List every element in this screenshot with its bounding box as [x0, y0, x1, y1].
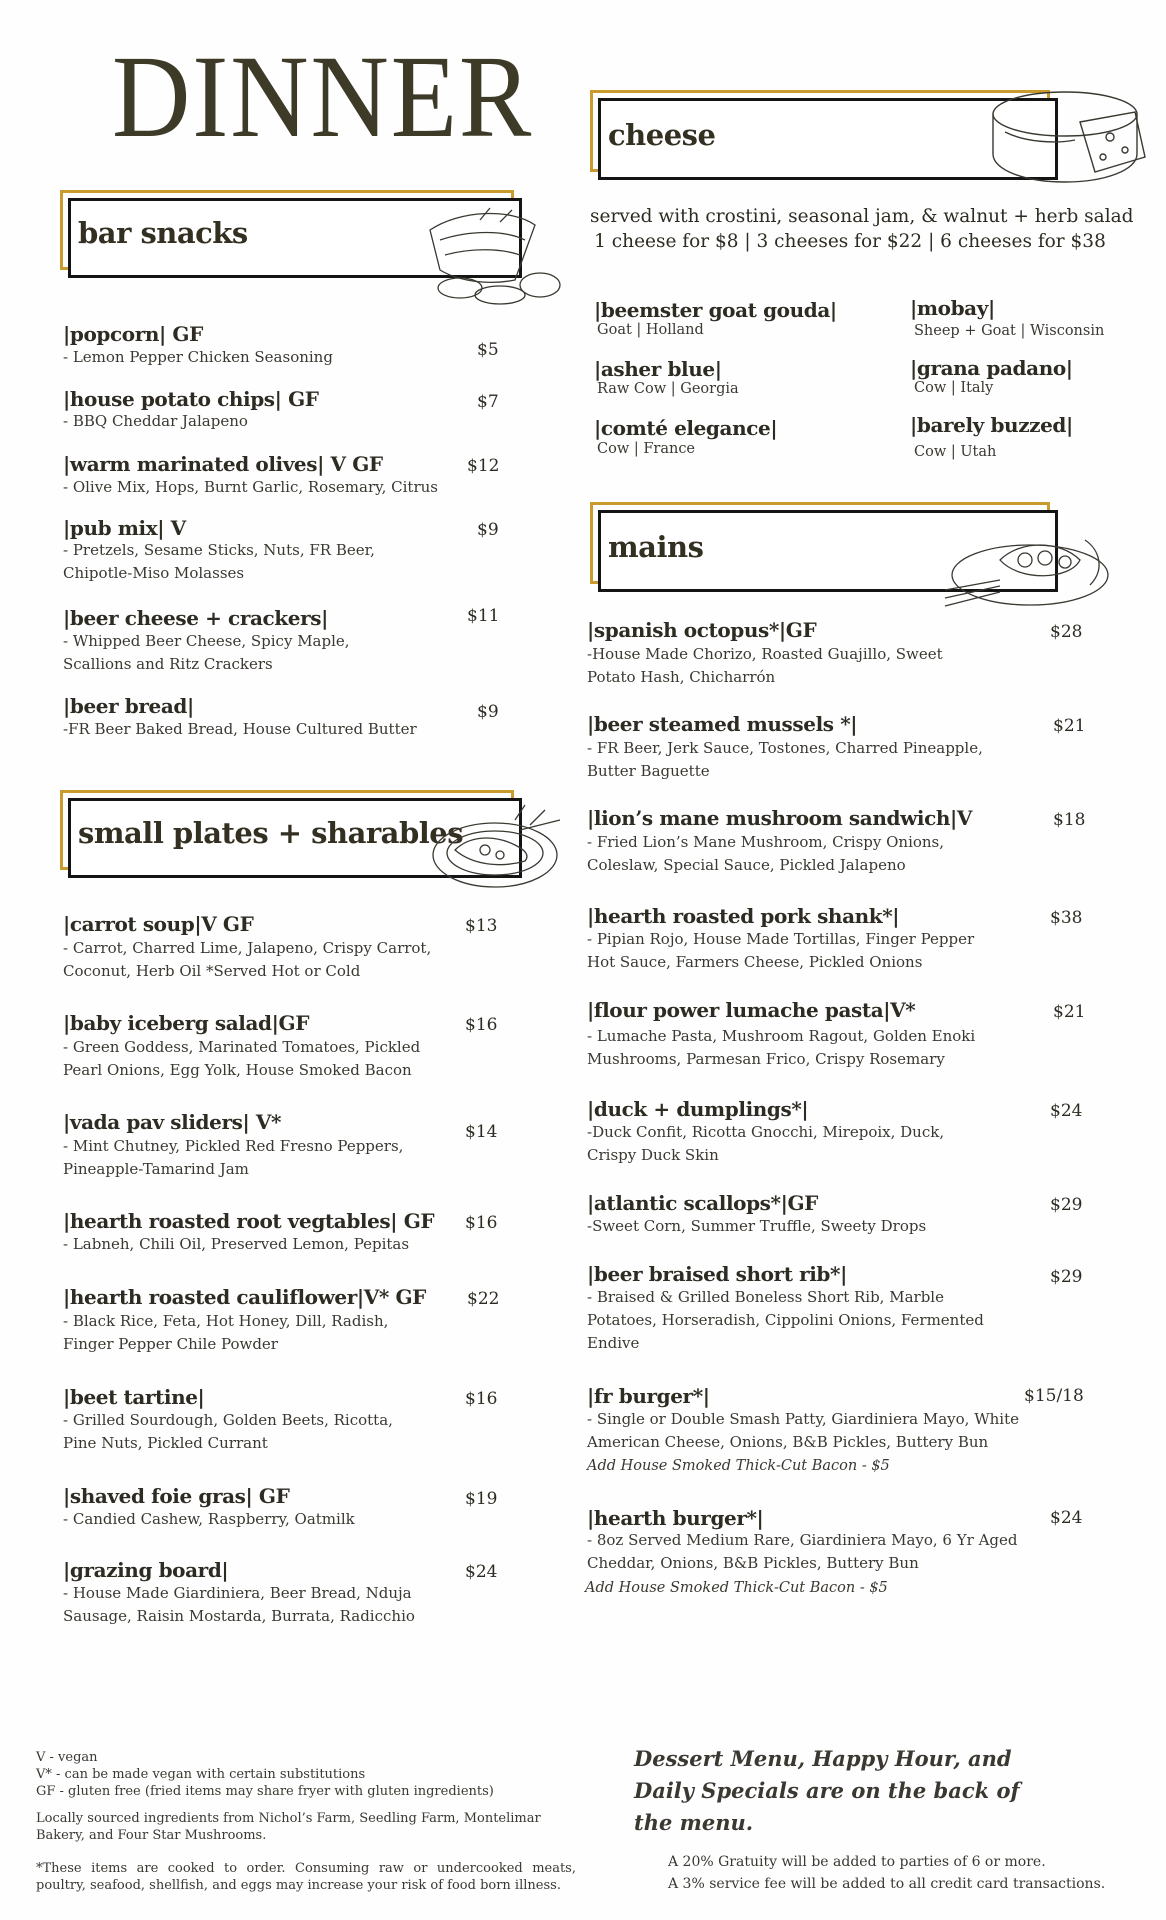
- menu-item-desc: - Whipped Beer Cheese, Spicy Maple, Scallions and Ritz Crackers: [63, 632, 350, 673]
- footer-warning: *These items are cooked to order. Consuming raw or undercooked meats, poultry, seafood, shellfish, and eggs may increase your risk of food born illness.: [36, 1861, 576, 1893]
- menu-item-name: |vada pav sliders| V*: [63, 1110, 282, 1134]
- menu-item-desc: -Sweet Corn, Summer Truffle, Sweety Drops: [587, 1217, 927, 1235]
- menu-item-price: $24: [465, 1562, 498, 1582]
- cheese-source: Goat | Holland: [597, 322, 704, 338]
- menu-item-desc: - 8oz Served Medium Rare, Giardiniera Mayo, 6 Yr Aged Cheddar, Onions, B&B Pickles, Buttery Bun: [587, 1531, 1018, 1572]
- page-title: DINNER: [112, 31, 534, 162]
- menu-item-desc: - Labneh, Chili Oil, Preserved Lemon, Pepitas: [63, 1235, 410, 1253]
- menu-item-desc: - FR Beer, Jerk Sauce, Tostones, Charred Pineapple, Butter Baguette: [587, 739, 983, 780]
- cheese-name: |asher blue|: [594, 357, 722, 381]
- legend-gluten-free: GF - gluten free (fried items may share fryer with gluten ingredients): [36, 1784, 494, 1799]
- menu-item-price: $5: [477, 340, 499, 360]
- menu-item-desc: - Pipian Rojo, House Made Tortillas, Finger Pepper Hot Sauce, Farmers Cheese, Pickled Onions: [587, 930, 975, 971]
- menu-item-price: $15/18: [1024, 1386, 1084, 1406]
- footer-gratuity: A 20% Gratuity will be added to parties of 6 or more.: [668, 1854, 1046, 1870]
- cheese-name: |mobay|: [910, 296, 995, 320]
- menu-item-desc: - Mint Chutney, Pickled Red Fresno Peppers, Pineapple-Tamarind Jam: [63, 1137, 404, 1178]
- cheese-name: |comté elegance|: [594, 416, 778, 440]
- legend-vegan: V - vegan: [36, 1750, 98, 1765]
- cheese-source: Cow | France: [597, 441, 696, 457]
- menu-item-desc: - Fried Lion’s Mane Mushroom, Crispy Onions, Coleslaw, Special Sauce, Pickled Jalapeno: [587, 833, 945, 874]
- menu-item-price: $24: [1050, 1508, 1083, 1528]
- menu-item-desc: - Carrot, Charred Lime, Jalapeno, Crispy Carrot, Coconut, Herb Oil *Served Hot or Cold: [63, 939, 432, 980]
- menu-item-desc: - Candied Cashew, Raspberry, Oatmilk: [63, 1510, 355, 1528]
- menu-item-name: |beer bread|: [63, 694, 194, 718]
- menu-item-price: $13: [465, 916, 498, 936]
- menu-item-name: |carrot soup|V GF: [63, 912, 254, 936]
- menu-item-name: |warm marinated olives| V GF: [63, 452, 383, 476]
- menu-item-price: $29: [1050, 1267, 1083, 1287]
- menu-item-price: $19: [465, 1489, 498, 1509]
- menu-item-name: |fr burger*|: [587, 1384, 710, 1408]
- menu-item-price: $7: [477, 392, 499, 412]
- menu-item-price: $29: [1050, 1195, 1083, 1215]
- menu-item-price: $16: [465, 1389, 498, 1409]
- menu-item-name: |pub mix| V: [63, 516, 186, 540]
- menu-item-price: $21: [1053, 716, 1086, 736]
- menu-item-desc: - Olive Mix, Hops, Burnt Garlic, Rosemary, Citrus: [63, 478, 438, 496]
- menu-item-desc: - House Made Giardiniera, Beer Bread, Nduja Sausage, Raisin Mostarda, Burrata, Radicchio: [63, 1584, 415, 1625]
- menu-item-price: $16: [465, 1015, 498, 1035]
- menu-item-name: |house potato chips| GF: [63, 387, 319, 411]
- menu-item-desc: -FR Beer Baked Bread, House Cultured Butter: [63, 720, 417, 738]
- menu-item-price: $9: [477, 702, 499, 722]
- menu-item-name: |beet tartine|: [63, 1385, 205, 1409]
- menu-item-desc: - Single or Double Smash Patty, Giardiniera Mayo, White American Cheese, Onions, B&B Pickles, Buttery Bun: [587, 1410, 1019, 1451]
- section-title-mains: mains: [608, 530, 704, 564]
- footer-sourcing: Locally sourced ingredients from Nichol’s Farm, Seedling Farm, Montelimar Bakery, and Four Star Mushrooms.: [36, 1811, 541, 1843]
- menu-item-desc: - Pretzels, Sesame Sticks, Nuts, FR Beer, Chipotle-Miso Molasses: [63, 541, 375, 582]
- menu-item-name: |hearth roasted cauliflower|V* GF: [63, 1285, 426, 1309]
- menu-item-price: $14: [465, 1122, 498, 1142]
- cheese-source: Cow | Utah: [914, 444, 997, 460]
- cheese-source: Cow | Italy: [914, 380, 994, 396]
- cheese-name: |barely buzzed|: [910, 413, 1073, 437]
- menu-item-name: |baby iceberg salad|GF: [63, 1011, 309, 1035]
- cheese-source: Sheep + Goat | Wisconsin: [914, 323, 1105, 339]
- menu-item-price: $24: [1050, 1101, 1083, 1121]
- menu-item-price: $12: [467, 456, 500, 476]
- menu-item-name: |popcorn| GF: [63, 322, 203, 346]
- menu-item-name: |shaved foie gras| GF: [63, 1484, 290, 1508]
- plate-food-illustration: [425, 795, 575, 895]
- menu-item-price: $9: [477, 520, 499, 540]
- menu-item-name: |duck + dumplings*|: [587, 1097, 809, 1121]
- menu-item-desc: - Black Rice, Feta, Hot Honey, Dill, Radish, Finger Pepper Chile Powder: [63, 1312, 389, 1353]
- menu-item-desc: - Green Goddess, Marinated Tomatoes, Pickled Pearl Onions, Egg Yolk, House Smoked Bacon: [63, 1038, 421, 1079]
- cheese-name: |grana padano|: [910, 356, 1073, 380]
- menu-item-name: |beer cheese + crackers|: [63, 606, 328, 630]
- menu-item-addon: Add House Smoked Thick-Cut Bacon - $5: [585, 1580, 888, 1596]
- legend-vegan-sub: V* - can be made vegan with certain substitutions: [36, 1767, 366, 1782]
- dessert-notice: Dessert Menu, Happy Hour, and Daily Specials are on the back of the menu.: [634, 1746, 1020, 1835]
- chips-bag-illustration: [420, 200, 570, 310]
- menu-item-price: $16: [465, 1213, 498, 1233]
- menu-item-name: |beer braised short rib*|: [587, 1262, 847, 1286]
- menu-item-price: $18: [1053, 810, 1086, 830]
- section-title-cheese: cheese: [608, 118, 716, 152]
- cheese-source: Raw Cow | Georgia: [597, 381, 739, 397]
- menu-item-desc: - Grilled Sourdough, Golden Beets, Ricotta, Pine Nuts, Pickled Currant: [63, 1411, 393, 1452]
- menu-item-desc: -Duck Confit, Ricotta Gnocchi, Mirepoix, Duck, Crispy Duck Skin: [587, 1123, 945, 1164]
- menu-item-name: |flour power lumache pasta|V*: [587, 998, 916, 1022]
- menu-item-name: |atlantic scallops*|GF: [587, 1191, 818, 1215]
- menu-item-desc: - Braised & Grilled Boneless Short Rib, Marble Potatoes, Horseradish, Cippolini Onions, Fermented Endive: [587, 1288, 984, 1352]
- menu-item-name: |hearth burger*|: [587, 1506, 764, 1530]
- menu-item-desc: -House Made Chorizo, Roasted Guajillo, Sweet Potato Hash, Chicharrón: [587, 645, 943, 686]
- footer-legend: [36, 1749, 556, 1800]
- menu-item-name: |hearth roasted pork shank*|: [587, 904, 900, 928]
- menu-item-price: $21: [1053, 1002, 1086, 1022]
- menu-item-name: |grazing board|: [63, 1558, 229, 1582]
- menu-item-addon: Add House Smoked Thick-Cut Bacon - $5: [587, 1458, 890, 1474]
- menu-item-name: |spanish octopus*|GF: [587, 618, 817, 642]
- menu-item-desc: - BBQ Cheddar Jalapeno: [63, 412, 248, 430]
- menu-item-price: $11: [467, 606, 500, 626]
- cheese-wheel-illustration: [985, 82, 1155, 192]
- cheese-served-with: served with crostini, seasonal jam, & walnut + herb salad: [590, 206, 1134, 227]
- cheese-name: |beemster goat gouda|: [594, 298, 837, 322]
- mains-plate-illustration: [940, 520, 1120, 620]
- cheese-pricing: 1 cheese for $8 | 3 cheeses for $22 | 6 cheeses for $38: [594, 231, 1106, 252]
- menu-item-price: $22: [467, 1289, 500, 1309]
- footer-service-fee: A 3% service fee will be added to all credit card transactions.: [668, 1876, 1106, 1892]
- section-title-bar-snacks: bar snacks: [78, 216, 248, 250]
- menu-item-price: $28: [1050, 622, 1083, 642]
- menu-item-price: $38: [1050, 908, 1083, 928]
- section-title-small-plates: small plates + sharables: [78, 816, 464, 850]
- menu-item-desc: - Lumache Pasta, Mushroom Ragout, Golden Enoki Mushrooms, Parmesan Frico, Crispy Rosemary: [587, 1027, 976, 1068]
- menu-item-name: |lion’s mane mushroom sandwich|V: [587, 806, 973, 830]
- menu-item-desc: - Lemon Pepper Chicken Seasoning: [63, 348, 333, 366]
- menu-item-name: |hearth roasted root vegtables| GF: [63, 1209, 435, 1233]
- menu-item-name: |beer steamed mussels *|: [587, 712, 858, 736]
